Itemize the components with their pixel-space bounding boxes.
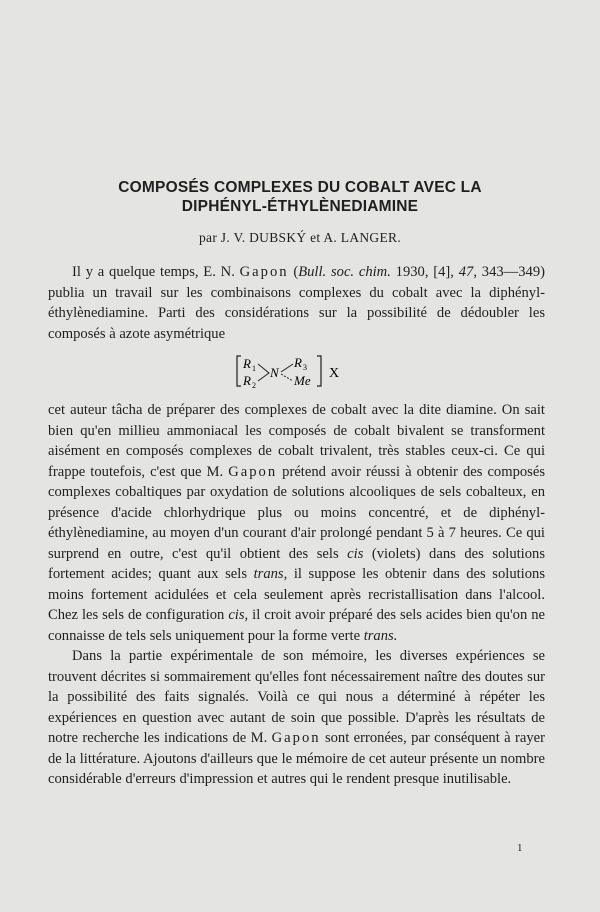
bond-r3 [281,364,293,372]
paragraph-3: Dans la partie expérimentale de son mémoire, les diverses expériences se trouvent décrites si sommairement qu'elles font nécessairement naître des doutes sur la possibilité des faits signalés. Voilà ce qui nous a déterminé à répéter les expériences en question avec autant de soin que possible. D'après les résultats de notre recherche les indications de M. Gapon sont erronées, par conséquent à rayer de la littérature. Ajoutons d'ailleurs que le mémoire de cet auteur présente un nombre considérable d'erreurs d'impression et autres qui le rendent presque inutilisable. [48,648,545,787]
left-bracket [237,356,241,386]
formula-r1-sub: 1 [251,364,256,373]
formula-r3: R [293,355,302,370]
title-line-1: COMPOSÉS COMPLEXES DU COBALT AVEC LA [118,179,482,196]
journal-name: Bull. soc. chim. [298,264,391,280]
formula-r1: R [242,356,251,371]
left-bonds [258,364,269,381]
paragraph-2: cet auteur tâcha de préparer des complexes de cobalt avec la dite diamine. On sait bien qu'en millieu ammoniacal les composés de cobalt bivalent se transforment aisément en composés complexes de cobalt trivalent, très stables ceux-ci. Ce qui frappe toutefois, c'est que M. Gapon prétend avoir réussi à obtenir des composés complexes cobaltiques par oxydation de solutions alcooliques de sels cobalteux, en présence d'acide chlorhydrique plus ou moins concentré, et de diphényl-éthylènediamine, au moyen d'un courant d'air prolongé pendant 5 à 7 heures. Ce qui surprend en outre, c'est qu'il obtient des sels cis (violets) dans des solutions fortement acides; quant aux sels trans, il suppose les obtenir dans des solutions moins fortement acidulées et cela seulement après recristallisation dans l'alcool. Chez les sels de configuration cis, il croit avoir préparé des sels acides bien qu'on ne connaisse de tels sels uniquement pour la forme verte trans. [48,402,546,644]
author-name: Gapon [271,730,321,746]
italic-cis: cis [347,545,364,562]
right-bracket [317,356,321,386]
formula-x: X [328,366,339,381]
italic-cis: cis, [228,607,249,623]
article-body [48,262,545,790]
formula-r2: R [242,373,251,388]
title-line-2: DIPHÉNYL-ÉTHYLÈNEDIAMINE [181,198,419,215]
formula-n: N [269,365,279,380]
formula-r2-sub: 2 [251,381,256,389]
paragraph-1: Il y a quelque temps, E. N. Gapon (Bull. soc. chim. 1930, [4], 47, 343—349) publia un travail sur les combinaisons complexes du cobalt avec la diphényl-éthylènediamine. Parti des considérations sur la possibilité de dédoubler les composés à azote asymétrique [48,264,546,342]
italic-trans: trans. [363,627,398,644]
bond-me [281,374,293,381]
author-name: Gapon [228,463,278,480]
authors-line: par J. V. DUBSKÝ et A. LANGER. [198,230,401,245]
italic-trans: trans, [253,566,288,582]
page-number: 1 [517,842,523,854]
author-name: Gapon [239,264,289,280]
article-title [60,178,540,216]
chemical-formula [48,353,545,389]
volume-number: 47, [458,264,477,280]
formula-me: Me [293,373,311,388]
formula-r3-sub: 3 [302,363,307,372]
formula-svg [235,353,359,389]
